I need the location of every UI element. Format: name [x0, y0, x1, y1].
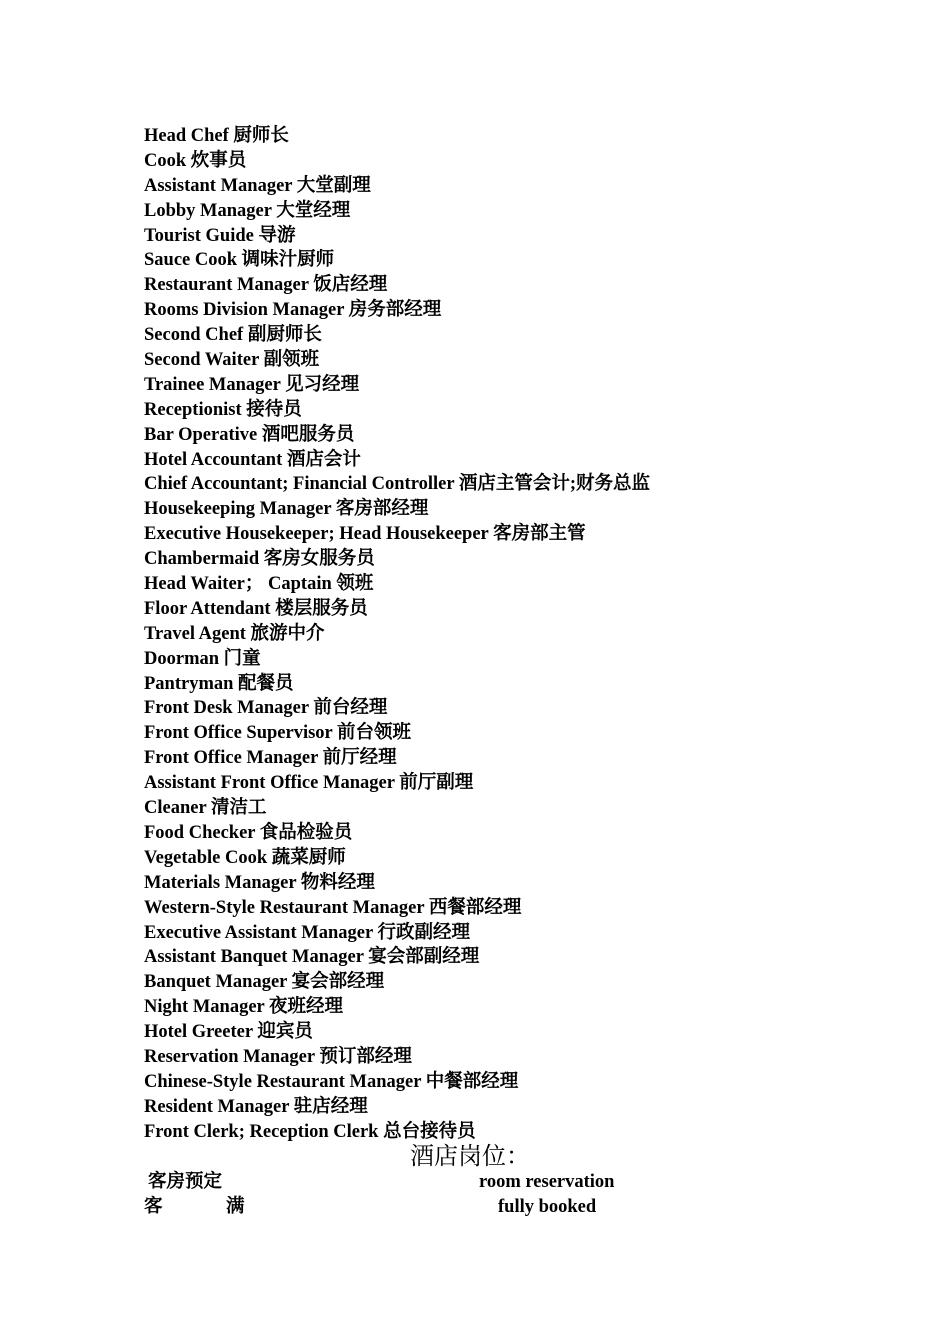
- position-en: Reservation Manager: [144, 1046, 315, 1067]
- position-cn: 楼层服务员: [275, 598, 368, 619]
- position-en: Assistant Manager: [144, 175, 293, 196]
- position-en: Receptionist: [144, 399, 242, 420]
- position-en: Assistant Front Office Manager: [144, 773, 395, 794]
- position-item: [144, 672, 650, 697]
- position-item: [144, 273, 650, 298]
- position-item: [144, 1120, 650, 1145]
- position-item: [144, 547, 650, 572]
- position-item: [144, 248, 650, 273]
- position-en: Head Chef: [144, 126, 229, 146]
- position-cn: 前台经理: [313, 698, 388, 719]
- position-cn: 酒店会计: [286, 449, 361, 470]
- position-en: Executive Assistant Manager: [144, 922, 373, 943]
- position-item: [144, 1070, 650, 1095]
- position-en: Restaurant Manager: [144, 275, 309, 296]
- position-item: [144, 373, 650, 398]
- position-item: [144, 448, 650, 473]
- position-en: Lobby Manager: [144, 200, 272, 221]
- position-cn: 西餐部经理: [428, 897, 522, 918]
- position-cn: 前厅经理: [322, 748, 397, 769]
- position-en: Tourist Guide: [144, 225, 254, 246]
- position-cn: 饭店经理: [313, 275, 388, 296]
- position-cn: 酒店主管会计;财务总监: [458, 474, 651, 495]
- position-cn: 行政副经理: [377, 922, 470, 943]
- position-cn: 房务部经理: [348, 300, 442, 321]
- position-item: [144, 497, 650, 522]
- position-en: Materials Manager: [144, 872, 297, 893]
- position-cn: 调味汁厨师: [241, 250, 335, 271]
- vocab-row-room-reservation: [144, 1170, 844, 1195]
- position-cn: 副厨师长: [247, 325, 322, 346]
- position-cn: 客房女服务员: [263, 549, 375, 570]
- vocab-cn: 客房预定: [148, 1172, 223, 1192]
- position-cn: 炊事员: [190, 150, 247, 171]
- position-item: [144, 124, 650, 149]
- position-cn: 前厅副理: [399, 773, 474, 794]
- position-en: Night Manager: [144, 997, 265, 1018]
- position-en: Resident Manager: [144, 1096, 290, 1117]
- position-item: [144, 224, 650, 249]
- position-cn: 总台接待员: [383, 1121, 476, 1142]
- position-item: [144, 945, 650, 970]
- position-cn: 大堂副理: [296, 175, 371, 196]
- position-en: Banquet Manager: [144, 972, 288, 993]
- position-en: Front Desk Manager: [144, 698, 309, 719]
- position-item: [144, 348, 650, 373]
- position-cn: 配餐员: [238, 673, 294, 694]
- position-en: Front Office Manager: [144, 748, 318, 769]
- position-item: [144, 846, 650, 871]
- position-item: [144, 921, 650, 946]
- vocab-row-fully-booked: [144, 1195, 844, 1220]
- position-en: Rooms Division Manager: [144, 300, 345, 321]
- position-en: Hotel Accountant: [144, 449, 283, 470]
- position-item: [144, 323, 650, 348]
- position-item: [144, 1020, 650, 1045]
- position-item: [144, 597, 650, 622]
- position-item: [144, 472, 650, 497]
- vocab-cn-char: 满: [226, 1197, 245, 1217]
- position-cn: 夜班经理: [269, 997, 344, 1018]
- position-cn: 清洁工: [210, 798, 267, 819]
- position-en: Hotel Greeter: [144, 1022, 253, 1043]
- position-cn: 宴会部副经理: [368, 947, 480, 968]
- position-item: [144, 522, 650, 547]
- position-item: [144, 970, 650, 995]
- position-cn: 迎宾员: [257, 1022, 313, 1043]
- position-en: Chief Accountant; Financial Controller: [144, 474, 455, 495]
- vocab-en: fully booked: [498, 1197, 597, 1217]
- position-cn: 厨师长: [233, 126, 289, 146]
- position-item: [144, 771, 650, 796]
- position-cn: 宴会部经理: [291, 972, 385, 993]
- position-item: [144, 896, 650, 921]
- vocab-en: room reservation: [479, 1172, 615, 1192]
- position-en: Housekeeping Manager: [144, 499, 332, 520]
- position-cn: 门童: [223, 648, 261, 669]
- position-cn: 见习经理: [285, 374, 360, 395]
- position-en: Doorman: [144, 648, 220, 669]
- position-cn: 客房部经理: [335, 499, 429, 520]
- position-item: [144, 696, 650, 721]
- position-item: [144, 1045, 650, 1070]
- position-item: [144, 149, 650, 174]
- position-item: [144, 298, 650, 323]
- position-item: [144, 821, 650, 846]
- position-cn: 驻店经理: [293, 1096, 368, 1117]
- position-en: Floor Attendant: [144, 598, 271, 619]
- position-item: [144, 796, 650, 821]
- position-en: Travel Agent: [144, 623, 246, 644]
- position-en: Vegetable Cook: [144, 847, 268, 868]
- position-item: [144, 174, 650, 199]
- vocab-cn-char: 客: [144, 1197, 163, 1217]
- position-item: [144, 647, 650, 672]
- position-item: [144, 995, 650, 1020]
- position-cn: 预订部经理: [319, 1046, 412, 1067]
- position-item: [144, 423, 650, 448]
- position-en: Trainee Manager: [144, 374, 281, 395]
- position-item: [144, 572, 650, 597]
- position-en: Executive Housekeeper; Head Housekeeper: [144, 524, 489, 545]
- position-en: Cook: [144, 150, 187, 171]
- position-cn: 接待员: [246, 399, 302, 420]
- position-cn: 客房部主管: [493, 524, 586, 545]
- position-en: Cleaner: [144, 798, 207, 819]
- position-en: Front Office Supervisor: [144, 723, 333, 744]
- position-en: Bar Operative: [144, 424, 258, 445]
- position-en: Second Waiter: [144, 350, 259, 371]
- position-en: Front Clerk; Reception Clerk: [144, 1121, 379, 1142]
- position-cn: 旅游中介: [250, 623, 325, 644]
- position-cn: 中餐部经理: [425, 1071, 519, 1092]
- position-item: [144, 746, 650, 771]
- position-item: [144, 871, 650, 896]
- position-item: [144, 721, 650, 746]
- position-en: Assistant Banquet Manager: [144, 947, 364, 968]
- position-item: [144, 622, 650, 647]
- position-cn: 食品检验员: [259, 822, 353, 843]
- position-cn: 蔬菜厨师: [271, 847, 346, 868]
- position-item: [144, 398, 650, 423]
- position-item: [144, 199, 650, 224]
- position-en: Chambermaid: [144, 549, 260, 570]
- position-en: Sauce Cook: [144, 250, 238, 271]
- section-title: 酒店岗位：: [410, 1144, 530, 1170]
- position-cn: 前台领班: [337, 723, 412, 744]
- position-en: Second Chef: [144, 325, 244, 346]
- position-en: Pantryman: [144, 673, 234, 694]
- position-cn: 大堂经理: [276, 200, 351, 221]
- position-en: Food Checker: [144, 822, 256, 843]
- position-cn: 物料经理: [300, 872, 375, 893]
- position-item: [144, 1095, 650, 1120]
- position-cn: 领班: [336, 574, 374, 595]
- position-en: Head Waiter； Captain: [144, 574, 332, 595]
- position-en: Chinese-Style Restaurant Manager: [144, 1071, 422, 1092]
- hotel-positions-list: [144, 124, 650, 1145]
- position-en: Western-Style Restaurant Manager: [144, 897, 425, 918]
- position-cn: 副领班: [263, 350, 320, 371]
- position-cn: 导游: [258, 225, 296, 246]
- position-cn: 酒吧服务员: [261, 424, 355, 445]
